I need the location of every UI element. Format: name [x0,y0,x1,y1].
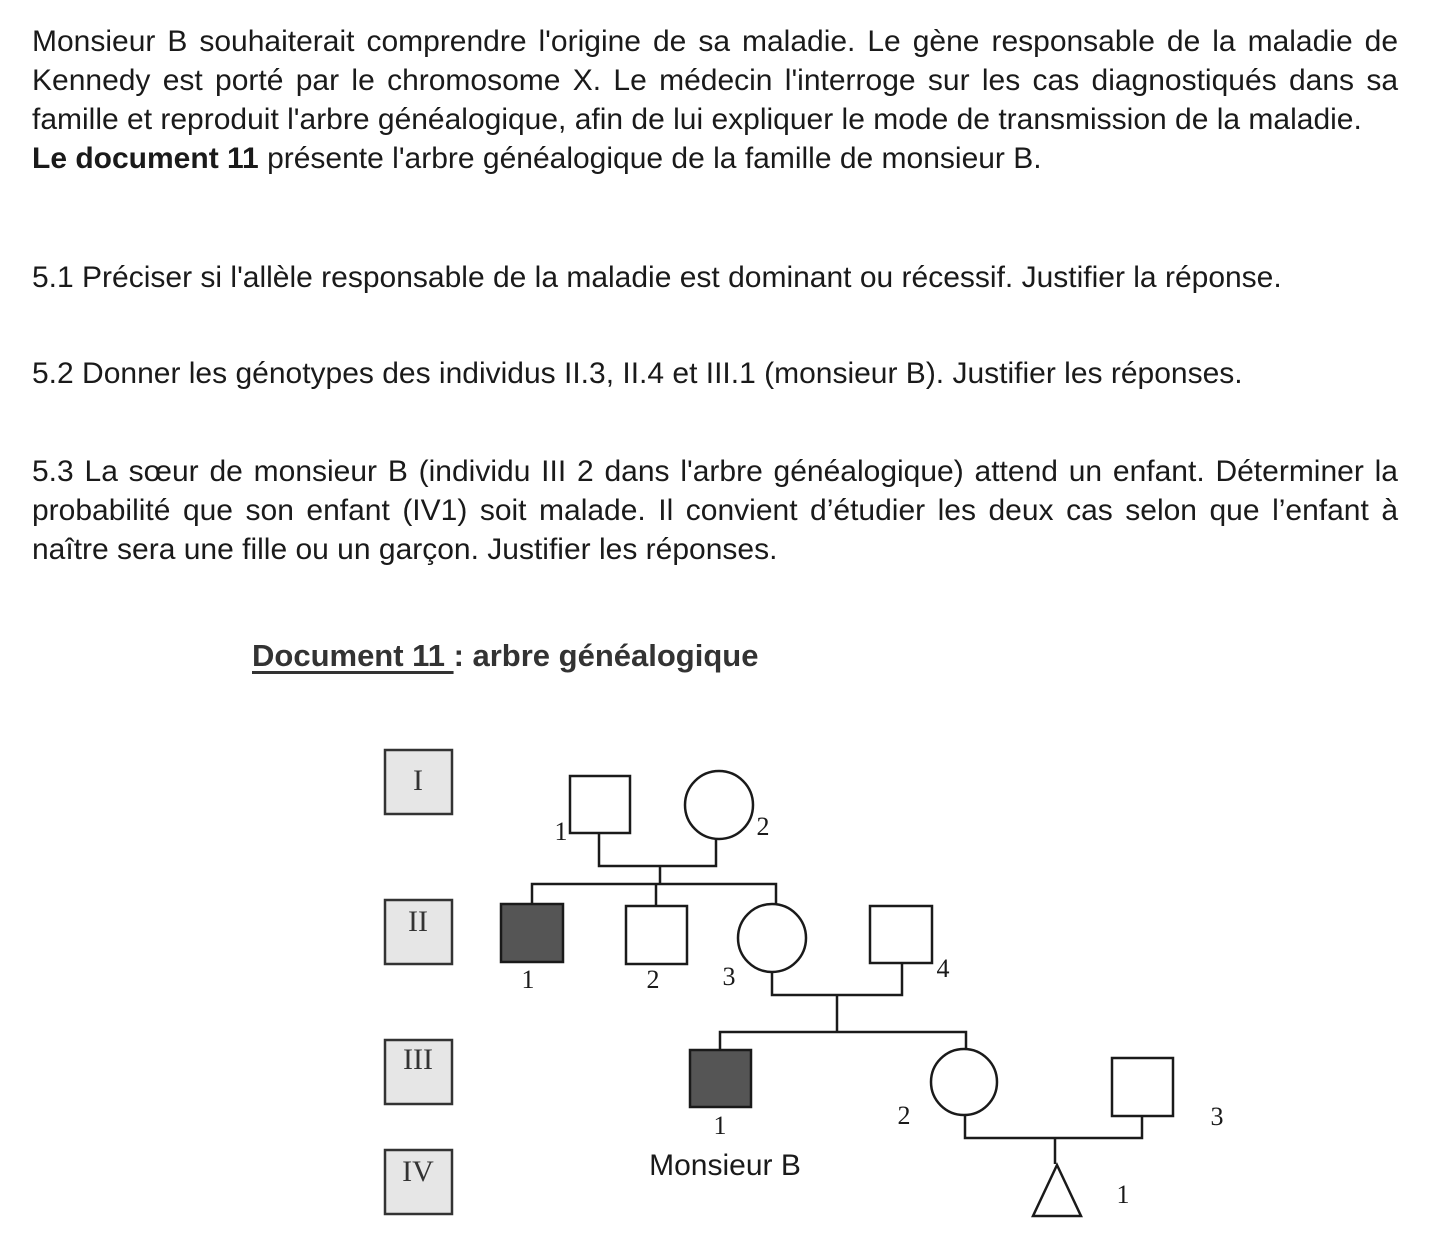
individual-i2-circle [685,771,753,839]
individual-iii2-circle [931,1049,997,1115]
individual-iii1-square-affected [690,1050,751,1107]
individual-i1-label: 1 [554,817,568,846]
monsieur-b-caption: Monsieur B [649,1149,801,1182]
individual-iii2-label: 2 [897,1101,911,1130]
doc-reference-rest: présente l'arbre généalogique de la famille de monsieur B. [258,142,1042,175]
individual-i2-label: 2 [756,812,770,841]
individual-ii3-circle [738,904,806,972]
generation-label-iv: IV [402,1154,434,1188]
individual-ii2-label: 2 [646,965,660,994]
generation-box-iv [385,1150,452,1214]
sibship-line-ii [532,884,776,906]
individual-iii3-square [1112,1058,1173,1116]
individual-ii4-label: 4 [936,954,950,983]
sibship-line-iii [720,1032,966,1050]
individual-i1-square [570,776,630,833]
document-title-underlined: Document 11 [252,638,454,673]
intro-text: Monsieur B souhaiterait comprendre l'origine de sa maladie. Le gène responsable de la maladie de Kennedy est porté par le chromosome X. Le médecin l'interroge sur les cas diagnostiqués dans sa famille et reproduit l'arbre généalogique, afin de lui expliquer le mode de transmission de la maladie. [32,25,1398,136]
question-5-2: 5.2 Donner les génotypes des individus II.3, II.4 et III.1 (monsieur B). Justifier les réponses. [32,357,1243,390]
individual-ii1-square-affected [501,904,563,962]
individual-ii1-label: 1 [521,965,535,994]
individual-ii3-label: 3 [722,962,736,991]
doc-reference-bold: Le document 11 [32,142,259,175]
mating-line-ii [772,963,902,995]
individual-iii3-label: 3 [1210,1102,1224,1131]
mating-line-i [599,833,716,866]
individual-iii1-label: 1 [713,1111,727,1140]
generation-box-iii [385,1040,452,1104]
generation-box-ii [385,900,452,964]
individual-ii4-square [870,906,932,963]
individual-ii2-square [626,906,687,964]
document-title-rest: : arbre généalogique [453,638,759,673]
individual-iv1-label: 1 [1116,1180,1130,1209]
generation-label-ii: II [408,904,428,938]
generation-label-iii: III [403,1042,433,1076]
individual-iv1-triangle [1033,1165,1081,1216]
question-5-3: 5.3 La sœur de monsieur B (individu III 2 dans l'arbre généalogique) attend un enfant. Déterminer la probabilité que son enfant (IV1) soit malade. Il convient d’étudier les deux cas selon que l’enfant à naître sera une fille ou un garçon. Justifier les réponses. [32,455,1398,566]
generation-box-i [385,750,452,814]
question-5-1: 5.1 Préciser si l'allèle responsable de la maladie est dominant ou récessif. Justifier la réponse. [32,261,1282,294]
generation-label-i: I [413,763,423,797]
